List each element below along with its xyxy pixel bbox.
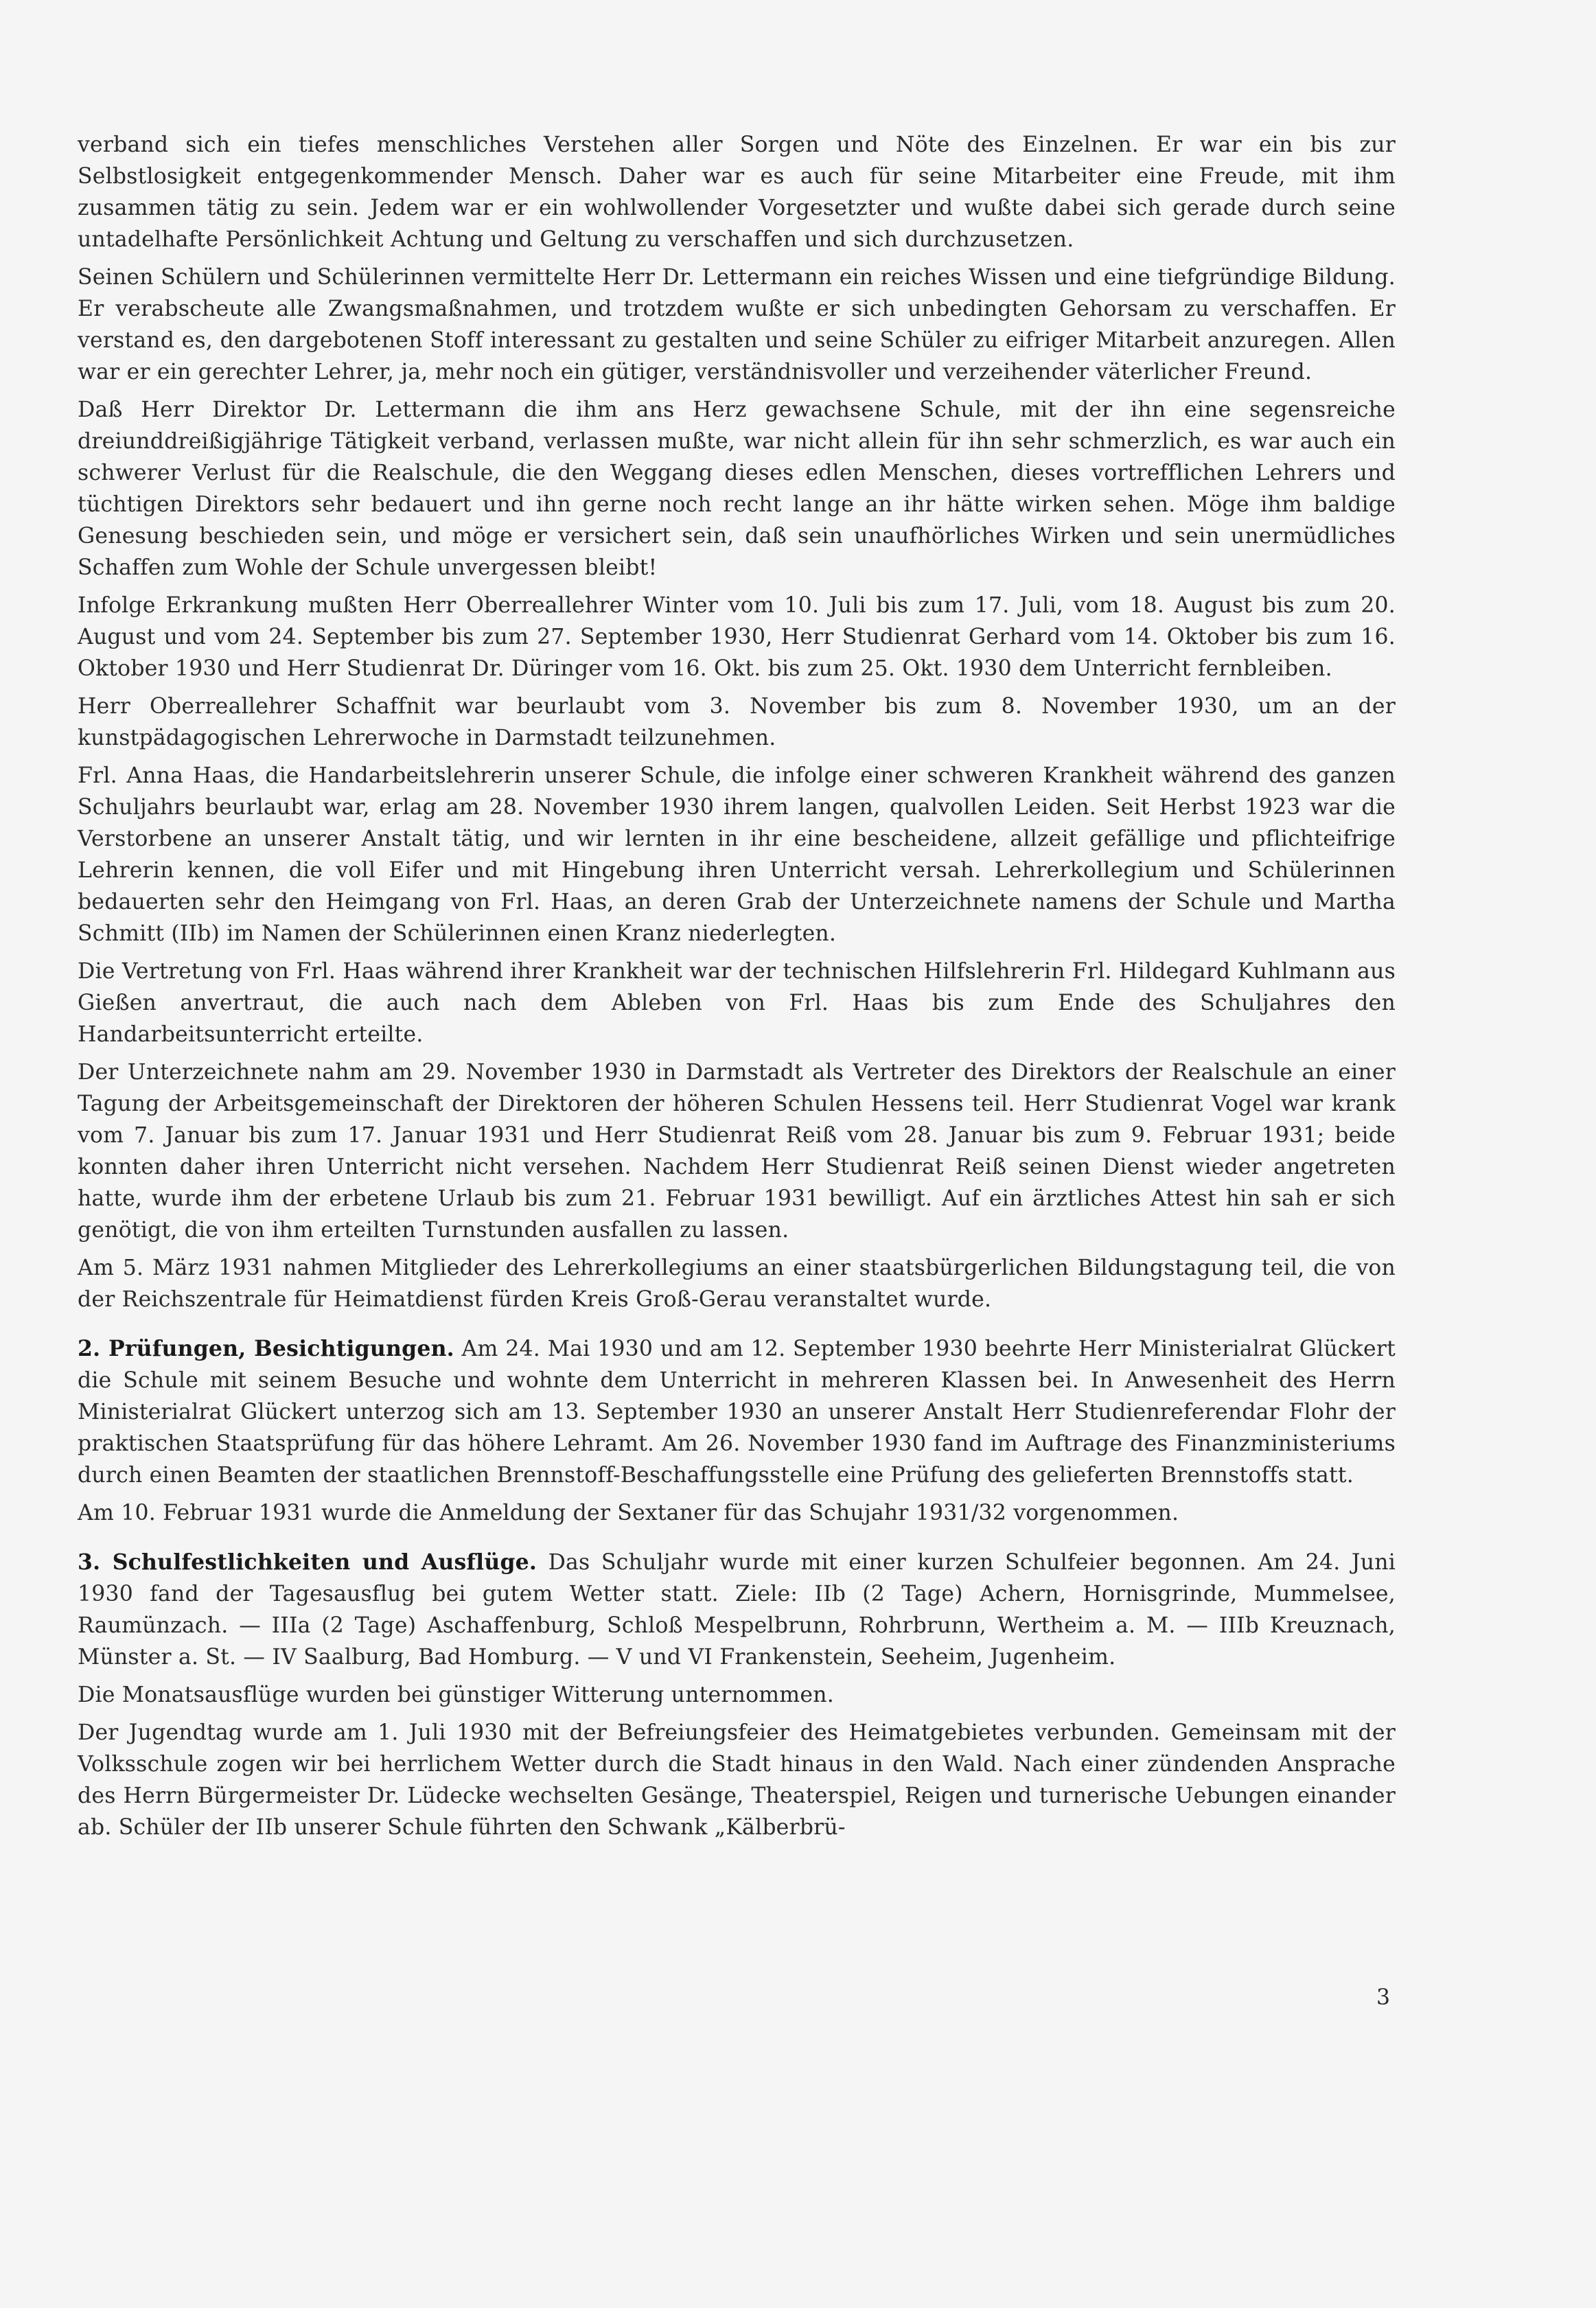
paragraph: Seinen Schülern und Schülerinnen vermittelte Herr Dr. Lettermann ein reiches Wissen und eine tiefgründige Bildung. Er verabscheute alle Zwangsmaßnahmen, und trotzdem wußte er sich unbedingten Gehorsam zu verschaffen. Er verstand es, den dargebotenen Stoff interessant zu gestalten und seine Schüler zu eifriger Mitarbeit anzuregen. Allen war er ein gerechter Lehrer, ja, mehr noch ein gütiger, verständnisvoller und verzeihender väterlicher Freund. xyxy=(78,265,1396,384)
section-text: Am 24. Mai 1930 und am 12. September 1930 beehrte Herr Ministerialrat Glückert die Schule mit seinem Besuche und wohnte dem Unterricht in mehreren Klassen bei. In Anwesenheit des Herrn Ministerialrat Glückert unterzog sich am 13. September 1930 an unserer Anstalt Herr Studienreferendar Flohr der praktischen Staatsprüfung für das höhere Lehramt. Am 26. November 1930 fand im Auftrage des Finanzministeriums durch einen Beamten der staatlichen Brennstoff-Beschaffungsstelle eine Prüfung des gelieferten Brennstoffs statt. xyxy=(78,1337,1396,1488)
paragraph: Daß Herr Direktor Dr. Lettermann die ihm ans Herz gewachsene Schule, mit der ihn eine segensreiche dreiunddreißigjährige Tätigkeit verband, verlassen mußte, war nicht allein für ihn sehr schmerzlich, es war auch ein schwerer Verlust für die Realschule, die den Weggang dieses edlen Menschen, dieses vortrefflichen Lehrers und tüchtigen Direktors sehr bedauert und ihn gerne noch recht lange an ihr hätte wirken sehen. Möge ihm baldige Genesung beschieden sein, und möge er versichert sein, daß sein unaufhörliches Wirken und sein unermüdliches Schaffen zum Wohle der Schule unvergessen bleibt! xyxy=(78,397,1396,580)
section-heading: 2. Prüfungen, Besichtigungen. xyxy=(78,1336,454,1361)
text-column xyxy=(78,129,1396,1849)
paragraph: Am 5. März 1931 nahmen Mitglieder des Lehrerkollegiums an einer staatsbürgerlichen Bildungstagung teil, die von der Reichszentrale für Heimatdienst fürden Kreis Groß-Gerau veranstaltet wurde. xyxy=(78,1256,1396,1312)
section-paragraph xyxy=(78,1333,1396,1491)
paragraph: Die Monatsausflüge wurden bei günstiger Witterung unternommen. xyxy=(78,1683,834,1707)
paragraph: Die Vertretung von Frl. Haas während ihrer Krankheit war der technischen Hilfslehrerin Frl. Hildegard Kuhlmann aus Gießen anvertraut, die auch nach dem Ableben von Frl. Haas bis zum Ende des Schuljahres den Handarbeitsunterricht erteilte. xyxy=(78,959,1396,1047)
section-heading: 3. Schulfestlichkeiten und Ausflüge. xyxy=(78,1549,537,1575)
paragraph: Frl. Anna Haas, die Handarbeitslehrerin unserer Schule, die infolge einer schweren Krankheit während des ganzen Schuljahrs beurlaubt war, erlag am 28. November 1930 ihrem langen, qualvollen Leiden. Seit Herbst 1923 war die Verstorbene an unserer Anstalt tätig, und wir lernten in ihr eine bescheidene, allzeit gefällige und pflichteifrige Lehrerin kennen, die voll Eifer und mit Hingebung ihren Unterricht versah. Lehrerkollegium und Schülerinnen bedauerten sehr den Heimgang von Frl. Haas, an deren Grab der Unterzeichnete namens der Schule und Martha Schmitt (IIb) im Namen der Schülerinnen einen Kranz niederlegten. xyxy=(78,763,1396,946)
section-text: Das Schuljahr wurde mit einer kurzen Schulfeier begonnen. Am 24. Juni 1930 fand der Tagesausflug bei gutem Wetter statt. Ziele: IIb (2 Tage) Achern, Hornisgrinde, Mummelsee, Raumünzach. — IIIa (2 Tage) Aschaffenburg, Schloß Mespelbrunn, Rohrbrunn, Wertheim a. M. — IIIb Kreuznach, Münster a. St. — IV Saalburg, Bad Homburg. — V und VI Frankenstein, Seeheim, Jugenheim. xyxy=(78,1550,1396,1670)
page-number: 3 xyxy=(1376,1985,1391,2010)
paragraph: Der Unterzeichnete nahm am 29. November 1930 in Darmstadt als Vertreter des Direktors der Realschule an einer Tagung der Arbeitsgemeinschaft der Direktoren der höheren Schulen Hessens teil. Herr Studienrat Vogel war krank vom 7. Januar bis zum 17. Januar 1931 und Herr Studienrat Reiß vom 28. Januar bis zum 9. Februar 1931; beide konnten daher ihren Unterricht nicht versehen. Nachdem Herr Studienrat Reiß seinen Dienst wieder angetreten hatte, wurde ihm der erbetene Urlaub bis zum 21. Februar 1931 bewilligt. Auf ein ärztliches Attest hin sah er sich genötigt, die von ihm erteilten Turnstunden ausfallen zu lassen. xyxy=(78,1060,1396,1243)
section-paragraph xyxy=(78,1547,1396,1673)
paragraph: Herr Oberreallehrer Schaffnit war beurlaubt vom 3. November bis zum 8. November 1930, um an der kunstpädagogischen Lehrerwoche in Darmstadt teilzunehmen. xyxy=(78,694,1396,750)
paragraph: Infolge Erkrankung mußten Herr Oberreallehrer Winter vom 10. Juli bis zum 17. Juli, vom 18. August bis zum 20. August und vom 24. September bis zum 27. September 1930, Herr Studienrat Gerhard vom 14. Oktober bis zum 16. Oktober 1930 und Herr Studienrat Dr. Düringer vom 16. Okt. bis zum 25. Okt. 1930 dem Unterricht fernbleiben. xyxy=(78,593,1396,681)
paragraph: Am 10. Februar 1931 wurde die Anmeldung der Sextaner für das Schujahr 1931/32 vorgenommen. xyxy=(78,1501,1179,1525)
paragraph: verband sich ein tiefes menschliches Verstehen aller Sorgen und Nöte des Einzelnen. Er war ein bis zur Selbstlosigkeit entgegenkommender Mensch. Daher war es auch für seine Mitarbeiter eine Freude, mit ihm zusammen tätig zu sein. Jedem war er ein wohlwollender Vorgesetzter und wußte dabei sich gerade durch seine untadelhafte Persönlichkeit Achtung und Geltung zu verschaffen und sich durchzusetzen. xyxy=(78,132,1396,252)
paragraph: Der Jugendtag wurde am 1. Juli 1930 mit der Befreiungsfeier des Heimatgebietes verbunden. Gemeinsam mit der Volksschule zogen wir bei herrlichem Wetter durch die Stadt hinaus in den Wald. Nach einer zündenden Ansprache des Herrn Bürgermeister Dr. Lüdecke wechselten Gesänge, Theaterspiel, Reigen und turnerische Uebungen einander ab. Schüler der IIb unserer Schule führten den Schwank „Kälberbrü- xyxy=(78,1720,1396,1840)
